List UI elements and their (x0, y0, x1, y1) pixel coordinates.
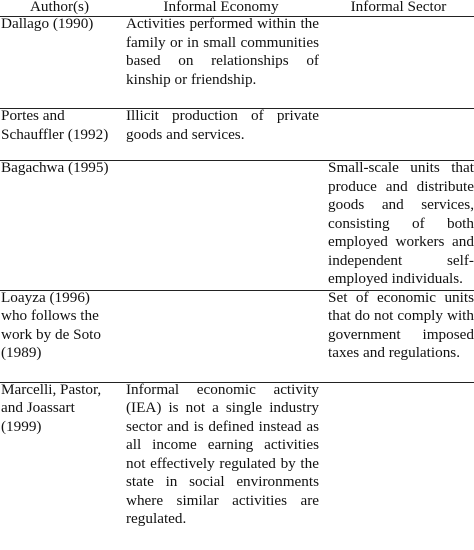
author-cell: Loayza (1996) who follows the work by de Soto (1989) (0, 290, 119, 382)
informal-economy-cell (119, 161, 323, 291)
informal-sector-cell (323, 17, 474, 109)
informal-economy-cell: Illicit production of private goods and services. (119, 109, 323, 161)
table-row (0, 109, 474, 161)
table-row (0, 17, 474, 109)
table-row (0, 161, 474, 291)
author-cell: Marcelli, Pastor, and Joassart (1999) (1, 380, 102, 435)
header-informal-economy: Informal Economy (119, 0, 323, 17)
header-informal-sector: Informal Sector (323, 0, 474, 17)
author-cell: Portes and Schauffler (1992) (0, 109, 119, 161)
table-row (0, 290, 474, 382)
informal-economy-cell (119, 290, 323, 382)
informal-sector-cell: Small-scale units that produce and distribute goods and services, consisting of both employed workers and independent self-employed individuals. (323, 161, 474, 291)
informal-economy-cell: Informal economic activity (IEA) is not a single industry sector and is defined instead as all income earning activities not effectively regulated by the state in social environments where similar activities are regulated. (126, 380, 319, 527)
informal-economy-cell: Activities performed within the family or in small communities based on relationships of kinship or friendship. (119, 17, 323, 109)
author-cell: Dallago (1990) (0, 17, 119, 109)
informal-sector-cell: Set of economic units that do not comply with government imposed taxes and regulations. (323, 290, 474, 382)
header-authors: Author(s) (0, 0, 119, 17)
informal-sector-cell (323, 382, 474, 530)
table-row (0, 382, 474, 530)
author-cell: Bagachwa (1995) (0, 161, 119, 291)
informal-sector-cell (323, 109, 474, 161)
